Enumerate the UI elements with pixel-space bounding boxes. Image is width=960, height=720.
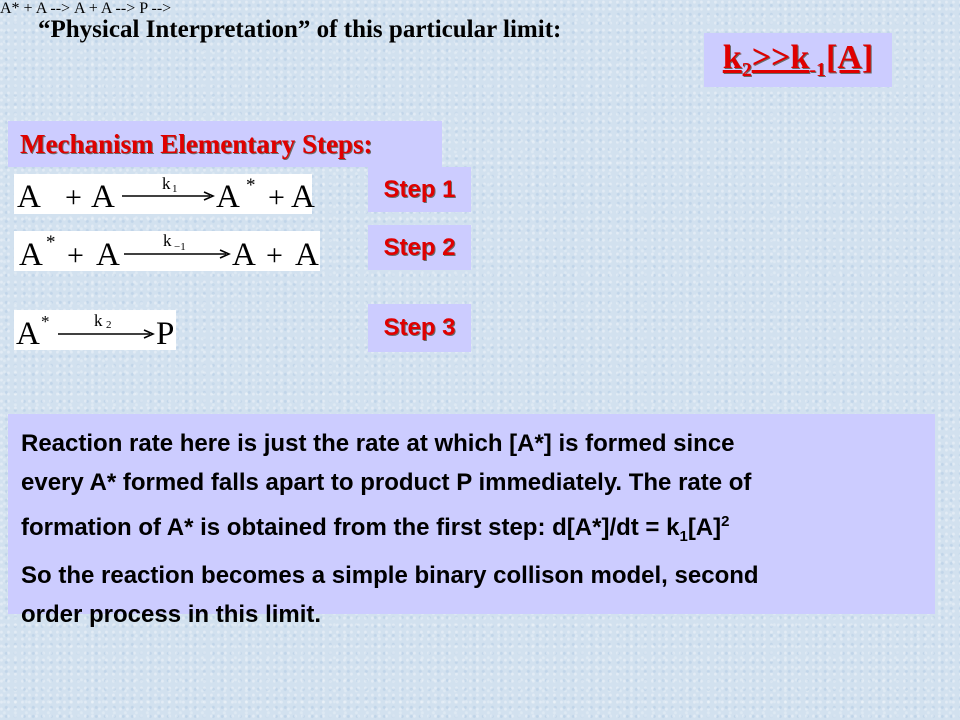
limit-condition-box: [704, 33, 892, 87]
step3-reactant-a: A: [16, 316, 40, 352]
step1-product-a: A: [216, 179, 240, 215]
step1-rate-constant-sub: 1: [172, 183, 178, 195]
step1-equation: [14, 174, 315, 215]
explanation-line-1: Reaction rate here is just the rate at which [A*] is formed since: [21, 430, 735, 457]
step3-rate-constant-sub: 2: [106, 319, 112, 331]
step2-reactant-a: A: [19, 237, 43, 273]
explanation-text: [21, 424, 925, 634]
explanation-line-4: So the reaction becomes a simple binary collison model, second: [21, 561, 759, 589]
step1-product-b: A: [291, 179, 315, 215]
step3-equation: [14, 310, 176, 350]
step2-rate-constant: k: [163, 231, 172, 250]
step3-reactant-star: *: [41, 312, 50, 331]
step2-product-a: A: [232, 237, 256, 273]
step3-label: Step 3: [383, 314, 456, 341]
explanation-box: [8, 414, 935, 628]
step2-equation: [14, 231, 320, 271]
step2-reactant-star: *: [46, 232, 56, 253]
explanation-line-5: order process in this limit.: [21, 600, 322, 628]
step3-product-p: P: [156, 316, 175, 352]
limit-condition: $k_2>>k_{-1}[A]$: [722, 38, 874, 81]
mechanism-title: Mechanism Elementary Steps:: [20, 129, 373, 159]
step1-label: Step 1: [383, 175, 456, 203]
step1-product-star: *: [246, 175, 256, 196]
step2-plus: +: [67, 239, 84, 272]
step2-reactant-b: A: [96, 237, 120, 273]
explanation-line-2: every A* formed falls apart to product P immediately. The rate of: [21, 469, 752, 496]
step3-rate-constant: k: [94, 311, 103, 330]
step1-label-box: [368, 167, 471, 212]
step2-product-b: A: [295, 237, 319, 273]
step1-reactant-b: A: [91, 179, 115, 215]
slide-heading: “Physical Interpretation” of this particular limit:: [38, 16, 562, 43]
step2-label-box: [368, 225, 471, 270]
explanation-line-3: formation of A* is obtained from the first step: $d[A*]/dt = k_1[A]^2$: [21, 513, 730, 545]
step2-product-plus: +: [266, 239, 283, 272]
step2-rate-constant-sub: −1: [174, 241, 186, 253]
mechanism-title-box: [8, 121, 442, 167]
step1-plus: +: [65, 181, 82, 214]
step3-label-box: [368, 304, 471, 352]
step2-label: Step 2: [383, 233, 456, 261]
step1-reactant-a: A: [17, 179, 41, 215]
step1-product-plus: +: [268, 181, 285, 214]
step1-rate-constant: k: [162, 174, 171, 193]
